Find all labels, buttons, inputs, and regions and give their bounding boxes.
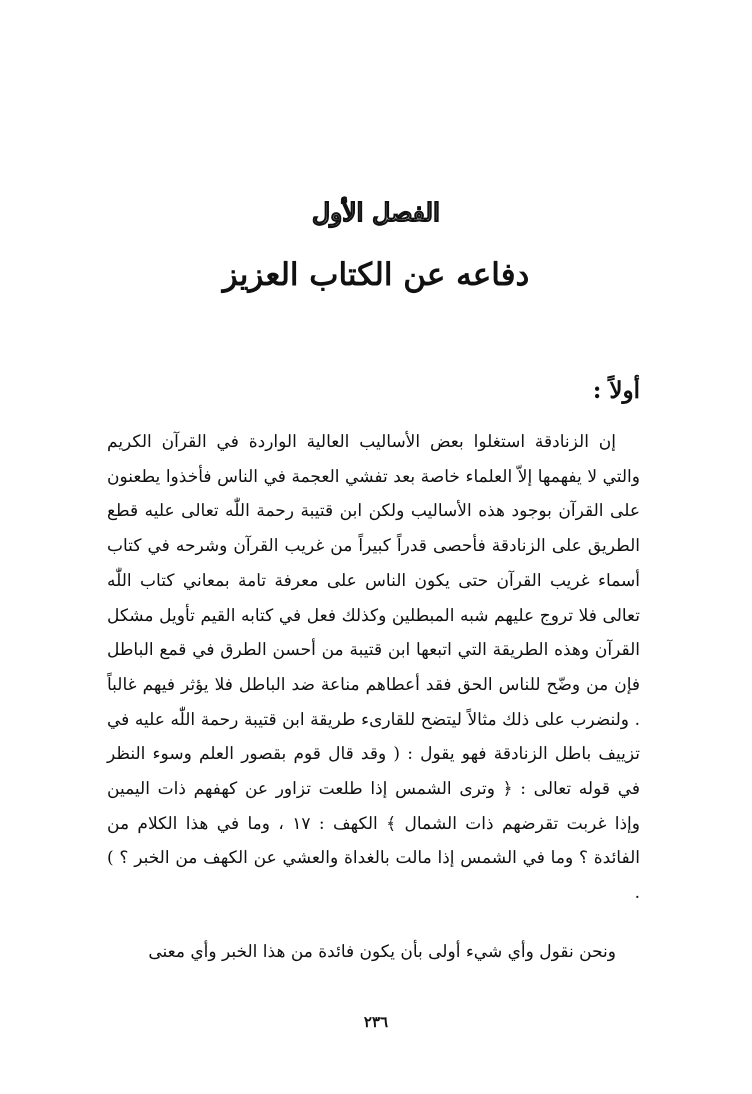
body-paragraph-continued: ونحن نقول وأي شيء أولى بأن يكون فائدة من هذا الخبر وأي معنى xyxy=(148,942,616,962)
chapter-label: الفصل الأول xyxy=(312,198,440,227)
section-heading: أولاً : xyxy=(592,377,640,404)
page-number: ٢٣٦ xyxy=(363,1013,389,1031)
body-paragraph: إن الزنادقة استغلوا بعض الأساليب العالية الواردة في القرآن الكريم والتي لا يفهمها إلاّ العلماء خاصة بعد تفشي العجمة في الناس فأخذوا يطعنون على القرآن بوجود هذه الأساليب ولكن ابن قتيبة رحمة اللّٰه تعالى عليه قطع الطريق على الزنادقة فأحصى قدراً كبيراً من غريب القرآن وشرحه في كتاب أسماء غريب القرآن حتى يكون الناس على معرفة تامة بمعاني كتاب اللّٰه تعالى فلا تروج عليهم شبه المبطلين وكذلك فعل في كتابه القيم تأويل مشكل القرآن وهذه الطريقة التي اتبعها ابن قتيبة من أحسن الطرق في قمع الباطل فإن من وضّح للناس الحق فقد أعطاهم مناعة ضد الباطل فلا يؤثر فيهم غالباً . ولنضرب على ذلك مثالاً ليتضح للقارىء طريقة ابن قتيبة رحمة اللّٰه عليه في تزييف باطل الزنادقة فهو يقول : ( وقد قال قوم بقصور العلم وسوء النظر في قوله تعالى : ﴿ وترى الشمس إذا طلعت تزاور عن كهفهم ذات اليمين وإذا غربت تقرضهم ذات الشمال ﴾ الكهف : ١٧ ، وما في هذا الكلام من الفائدة ؟ وما في الشمس إذا مالت بالغداة والعشي عن الكهف من الخبر ؟ ) . xyxy=(107,432,640,904)
chapter-title: دفاعه عن الكتاب العزيز xyxy=(222,257,530,293)
